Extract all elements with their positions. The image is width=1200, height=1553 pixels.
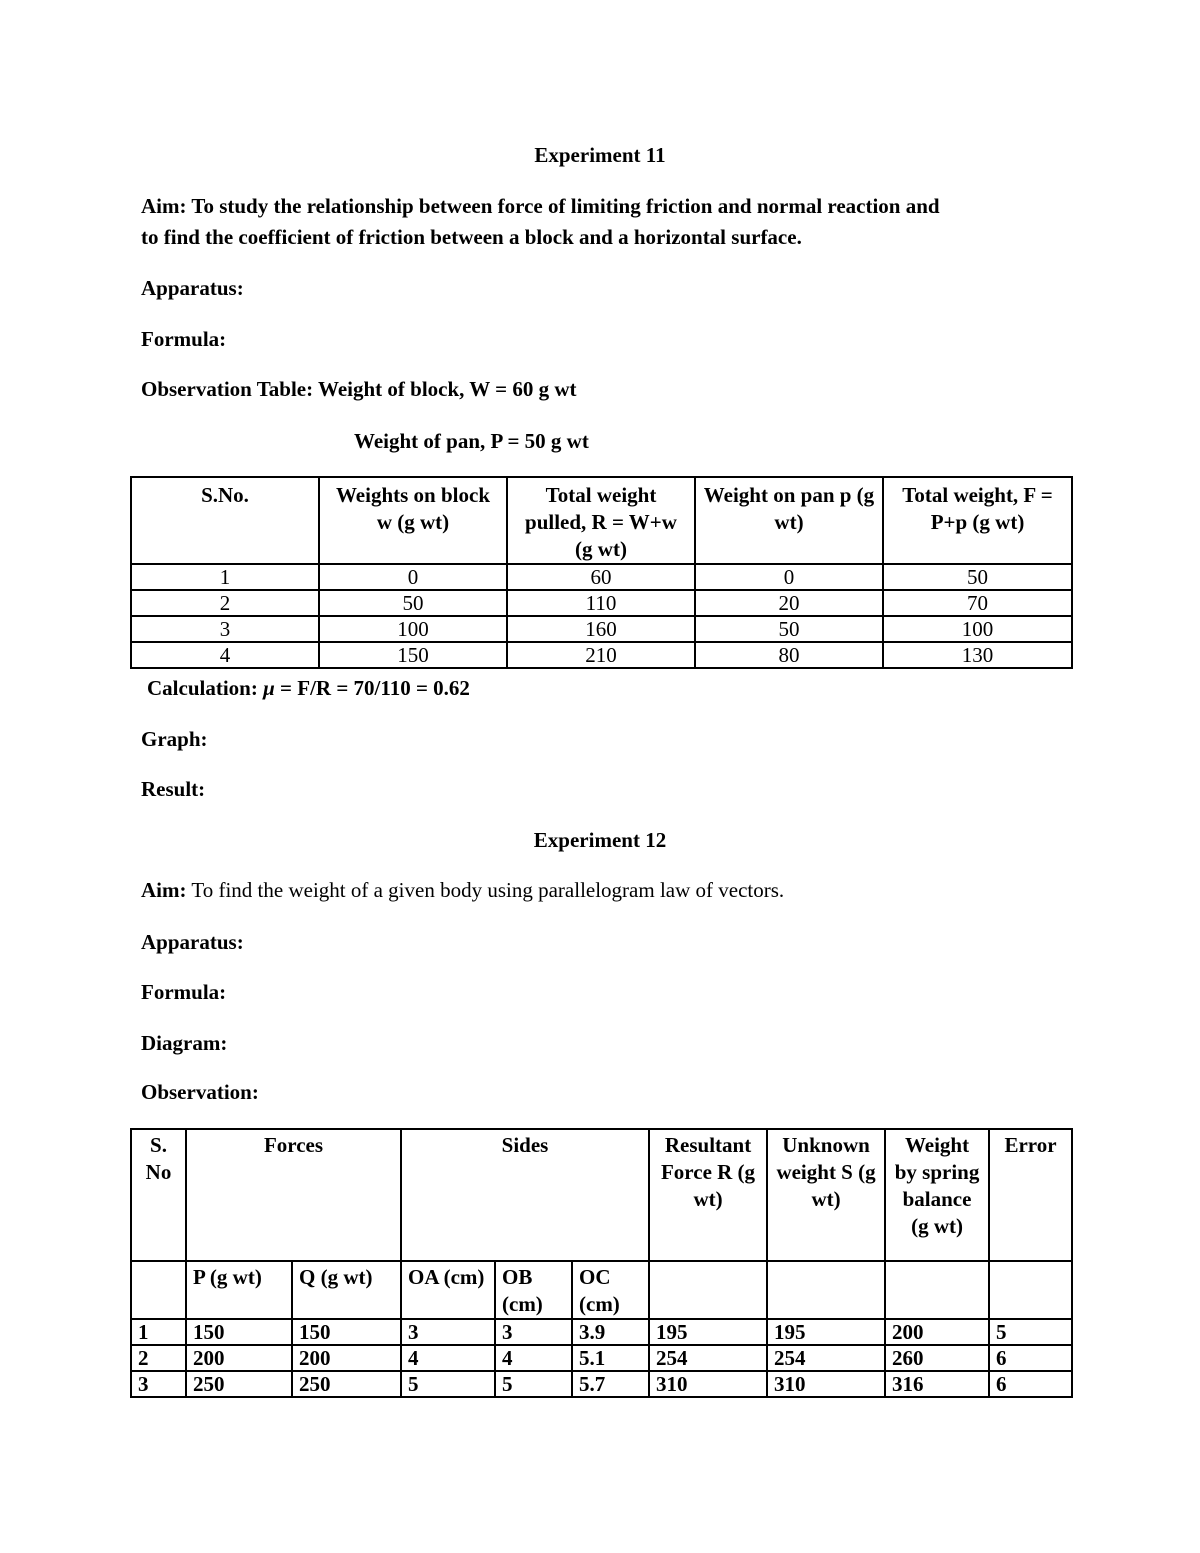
cell: 100	[883, 616, 1072, 642]
cell: 5	[989, 1319, 1072, 1345]
cell: 195	[767, 1319, 885, 1345]
cell: 5.1	[572, 1345, 649, 1371]
cell: 150	[292, 1319, 401, 1345]
exp11-observation-line-1: Observation Table: Weight of block, W = 60 g wt	[141, 377, 577, 401]
cell: 3	[495, 1319, 572, 1345]
exp11-result: Result:	[141, 777, 206, 801]
cell: 70	[883, 590, 1072, 616]
cell: 310	[767, 1371, 885, 1397]
table-row	[131, 590, 1072, 616]
header-error: Error	[989, 1129, 1072, 1261]
cell: 50	[319, 590, 507, 616]
cell: 1	[131, 564, 319, 590]
table-row	[131, 1371, 1072, 1397]
cell: 254	[767, 1345, 885, 1371]
table-row	[131, 1319, 1072, 1345]
header-total-weight-f: Total weight, F = P+p (g wt)	[883, 477, 1072, 564]
header-sno: S.No.	[131, 477, 319, 564]
table-row	[131, 642, 1072, 668]
cell: 254	[649, 1345, 767, 1371]
cell: 250	[292, 1371, 401, 1397]
exp12-formula: Formula:	[141, 980, 227, 1004]
exp12-title: Experiment 12	[533, 828, 667, 852]
exp11-apparatus: Apparatus:	[141, 276, 244, 300]
exp12-aim	[141, 878, 784, 903]
cell	[767, 1261, 885, 1319]
cell: 3	[131, 1371, 186, 1397]
header-sno: S. No	[131, 1129, 186, 1261]
subheader-oa: OA (cm)	[401, 1261, 495, 1319]
subheader-oc: OC (cm)	[572, 1261, 649, 1319]
exp11-observation-table	[130, 476, 1073, 669]
table-header-row	[131, 1129, 1072, 1261]
cell: 1	[131, 1319, 186, 1345]
cell: 100	[319, 616, 507, 642]
cell: 150	[319, 642, 507, 668]
subheader-q: Q (g wt)	[292, 1261, 401, 1319]
cell: 80	[695, 642, 883, 668]
cell	[885, 1261, 989, 1319]
cell: 5	[401, 1371, 495, 1397]
cell: 6	[989, 1371, 1072, 1397]
cell: 20	[695, 590, 883, 616]
mu-symbol: μ	[263, 676, 275, 700]
cell: 50	[883, 564, 1072, 590]
table-row	[131, 1345, 1072, 1371]
cell: 0	[319, 564, 507, 590]
cell	[649, 1261, 767, 1319]
calc-label: Calculation:	[147, 676, 264, 700]
cell: 150	[186, 1319, 292, 1345]
cell: 260	[885, 1345, 989, 1371]
cell: 2	[131, 590, 319, 616]
cell: 130	[883, 642, 1072, 668]
subheader-ob: OB (cm)	[495, 1261, 572, 1319]
exp12-diagram: Diagram:	[141, 1031, 228, 1055]
cell: 110	[507, 590, 695, 616]
cell: 250	[186, 1371, 292, 1397]
cell: 6	[989, 1345, 1072, 1371]
cell: 5.7	[572, 1371, 649, 1397]
header-unknown-weight: Unknown weight S (g wt)	[767, 1129, 885, 1261]
exp12-apparatus: Apparatus:	[141, 930, 244, 954]
cell: 160	[507, 616, 695, 642]
cell: 2	[131, 1345, 186, 1371]
header-weights-on-block: Weights on block w (g wt)	[319, 477, 507, 564]
exp11-aim-text-1: To study the relationship between force of limiting friction and normal reaction and	[186, 194, 940, 218]
cell: 3	[401, 1319, 495, 1345]
cell: 60	[507, 564, 695, 590]
cell: 200	[885, 1319, 989, 1345]
header-total-weight-pulled: Total weight pulled, R = W+w (g wt)	[507, 477, 695, 564]
exp11-formula: Formula:	[141, 327, 227, 351]
cell: 200	[186, 1345, 292, 1371]
exp11-calculation	[147, 676, 470, 701]
cell: 5	[495, 1371, 572, 1397]
table-subheader-row	[131, 1261, 1072, 1319]
cell: 195	[649, 1319, 767, 1345]
subheader-p: P (g wt)	[186, 1261, 292, 1319]
header-sides: Sides	[401, 1129, 649, 1261]
header-weight-on-pan: Weight on pan p (g wt)	[695, 477, 883, 564]
cell: 316	[885, 1371, 989, 1397]
cell: 3	[131, 616, 319, 642]
table-row	[131, 616, 1072, 642]
cell: 4	[131, 642, 319, 668]
cell	[989, 1261, 1072, 1319]
exp11-aim-label: Aim:	[141, 194, 187, 218]
cell: 4	[495, 1345, 572, 1371]
header-forces: Forces	[186, 1129, 401, 1261]
cell: 4	[401, 1345, 495, 1371]
exp12-aim-label: Aim:	[141, 878, 187, 902]
cell: 50	[695, 616, 883, 642]
exp11-observation-line-2: Weight of pan, P = 50 g wt	[354, 429, 589, 453]
exp11-graph: Graph:	[141, 727, 208, 751]
cell: 0	[695, 564, 883, 590]
exp11-aim	[141, 194, 940, 219]
table-header-row	[131, 477, 1072, 564]
header-spring-balance: Weight by spring balance (g wt)	[885, 1129, 989, 1261]
cell: 3.9	[572, 1319, 649, 1345]
exp11-title: Experiment 11	[534, 143, 666, 167]
exp12-aim-text: To find the weight of a given body using parallelogram law of vectors.	[186, 878, 785, 902]
header-resultant-force: Resultant Force R (g wt)	[649, 1129, 767, 1261]
table-row	[131, 564, 1072, 590]
exp12-observation: Observation:	[141, 1080, 259, 1104]
cell: 310	[649, 1371, 767, 1397]
exp11-aim-text-2: to find the coefficient of friction between a block and a horizontal surface.	[141, 225, 802, 249]
cell	[131, 1261, 186, 1319]
cell: 210	[507, 642, 695, 668]
cell: 200	[292, 1345, 401, 1371]
exp12-observation-table	[130, 1128, 1073, 1398]
calc-expression: = F/R = 70/110 = 0.62	[274, 676, 470, 700]
